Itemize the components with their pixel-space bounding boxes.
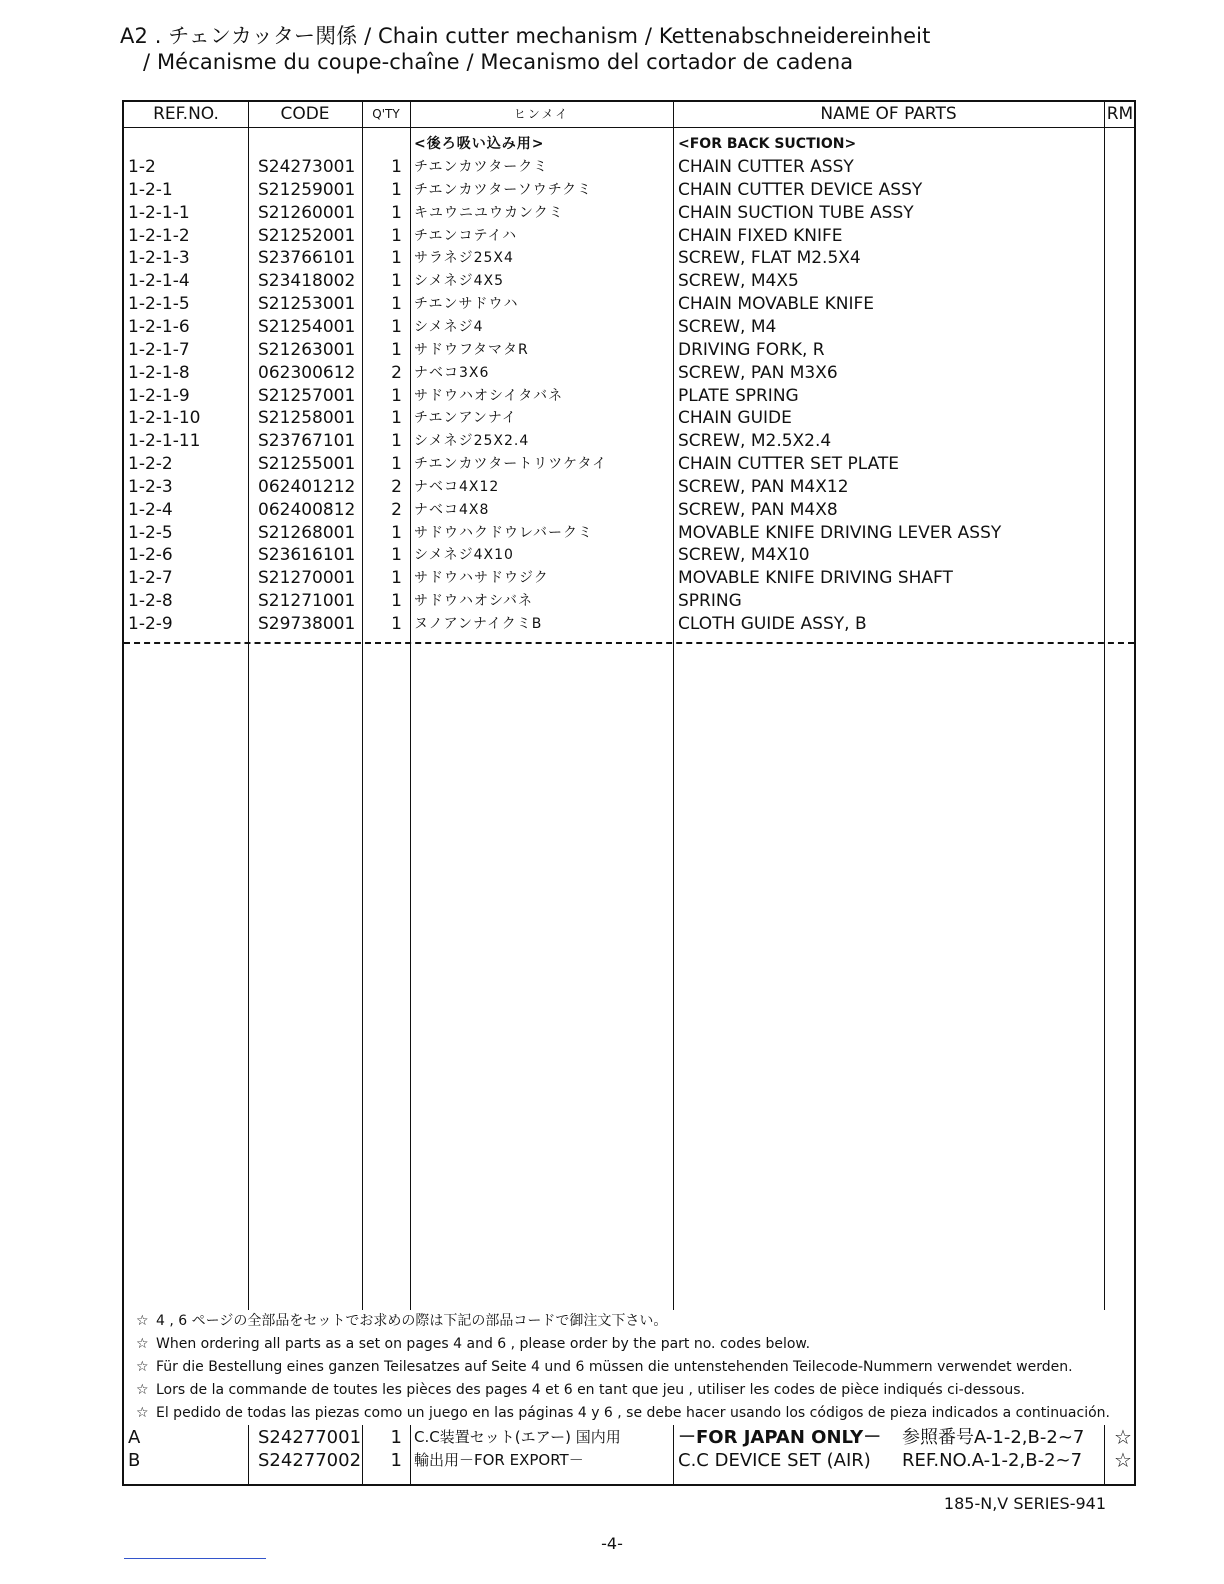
ref-no: 1-2-1-8 <box>128 362 190 383</box>
star-icon: ☆ <box>136 1313 149 1329</box>
part-name: SPRING <box>678 591 742 612</box>
quantity: 1 <box>391 431 402 452</box>
ref-no: 1-2-8 <box>128 591 173 612</box>
quantity: 1 <box>391 591 402 612</box>
ref-no: 1-2-1-1 <box>128 202 190 223</box>
table-row <box>124 202 1134 225</box>
set-reference: 参照番号A-1-2,B-2~7 <box>902 1427 1085 1448</box>
header-jp-name: ヒンメイ <box>513 107 570 121</box>
table-row <box>124 567 1134 590</box>
set-qty: 1 <box>390 1450 402 1471</box>
header-ref: REF.NO. <box>153 104 219 124</box>
part-name: SCREW, FLAT M2.5X4 <box>678 248 861 269</box>
part-name: SCREW, PAN M4X8 <box>678 499 838 520</box>
section-label-jp: <後ろ吸い込み用> <box>414 136 545 152</box>
part-name: MOVABLE KNIFE DRIVING SHAFT <box>678 568 953 589</box>
part-name: CHAIN MOVABLE KNIFE <box>678 294 875 315</box>
section-label-en: <FOR BACK SUCTION> <box>678 136 857 152</box>
quantity: 1 <box>391 454 402 475</box>
set-ref: B <box>128 1450 141 1471</box>
set-code: S24277002 <box>258 1450 362 1471</box>
part-name-jp: チエンサドウハ <box>414 296 519 313</box>
note-line <box>136 1333 1126 1356</box>
part-code: S29738001 <box>258 614 356 634</box>
table-row <box>124 522 1134 545</box>
section-row <box>124 133 1134 156</box>
part-code: S21252001 <box>258 225 356 246</box>
part-name-jp: キユウニユウカンクミ <box>414 204 564 221</box>
table-row <box>124 362 1134 385</box>
set-name-jp: C.C装置セット(エアー) 国内用 <box>414 1428 621 1446</box>
part-code: S21258001 <box>258 408 356 429</box>
table-row <box>124 453 1134 476</box>
set-reference: REF.NO.A-1-2,B-2~7 <box>902 1450 1083 1471</box>
part-code: S21253001 <box>258 294 356 315</box>
set-code: S24277001 <box>258 1427 362 1448</box>
note-line <box>136 1379 1126 1402</box>
quantity: 1 <box>391 614 402 634</box>
part-code: S21268001 <box>258 522 356 543</box>
quantity: 1 <box>391 522 402 543</box>
part-name: SCREW, M4X10 <box>678 545 810 566</box>
header-code: CODE <box>280 104 330 124</box>
part-name-jp: チエンカツターソウチクミ <box>414 181 593 198</box>
note-text: When ordering all parts as a set on pages 4 and 6 , please order by the part no. codes below. <box>156 1336 811 1352</box>
table-row <box>124 430 1134 453</box>
part-name-jp: サラネジ25X4 <box>414 250 514 267</box>
quantity: 2 <box>391 476 402 497</box>
part-name-jp: チエンカツタートリツケタイ <box>414 456 608 473</box>
part-name: SCREW, PAN M3X6 <box>678 362 838 383</box>
note-text: 4 , 6 ページの全部品をセットでお求めの際は下記の部品コードで御注文下さい。 <box>156 1313 668 1329</box>
quantity: 1 <box>391 316 402 337</box>
quantity: 1 <box>391 157 402 177</box>
note-text: El pedido de todas las piezas como un juego en las páginas 4 y 6 , se debe hacer usando los códigos de pieza indicados a continuación. <box>156 1405 1110 1421</box>
ref-no: 1-2-2 <box>128 454 173 475</box>
part-name: CLOTH GUIDE ASSY, B <box>678 614 867 634</box>
part-code: S21259001 <box>258 179 356 200</box>
header-qty: Q'TY <box>372 107 400 121</box>
part-name-jp: チエンカツタークミ <box>414 159 549 175</box>
part-name-jp: ナベコ4X12 <box>414 478 500 495</box>
part-code: S24273001 <box>258 157 356 177</box>
part-name-jp: サドウフタマタR <box>414 341 529 358</box>
set-name: －FOR JAPAN ONLY－ <box>678 1427 882 1448</box>
part-code: S21271001 <box>258 591 356 612</box>
table-row <box>124 247 1134 270</box>
page-title: A2 . チェンカッター関係 / Chain cutter mechanism / Kettenabschneidereinheit <box>120 24 931 48</box>
star-icon: ☆ <box>136 1336 149 1352</box>
part-name: CHAIN CUTTER ASSY <box>678 157 854 177</box>
star-icon: ☆ <box>136 1405 149 1421</box>
part-code: S23766101 <box>258 248 356 269</box>
part-name-jp: シメネジ4X10 <box>414 547 514 564</box>
table-row <box>124 339 1134 362</box>
part-name: PLATE SPRING <box>678 385 799 406</box>
part-name-jp: サドウハサドウジク <box>414 570 549 587</box>
note-line <box>136 1402 1126 1425</box>
part-name: SCREW, M2.5X2.4 <box>678 431 832 452</box>
quantity: 1 <box>391 568 402 589</box>
set-name-jp: 輸出用－FOR EXPORT－ <box>414 1451 584 1469</box>
part-name-jp: サドウハオシバネ <box>414 593 534 610</box>
part-code: 062400812 <box>258 499 356 520</box>
bottom-rule <box>124 1558 266 1559</box>
ref-no: 1-2-1-9 <box>128 385 190 406</box>
quantity: 1 <box>391 202 402 223</box>
part-name-jp: ヌノアンナイクミB <box>414 616 543 632</box>
note-line <box>136 1310 1126 1333</box>
header-name-of-parts: NAME OF PARTS <box>820 104 957 124</box>
quantity: 1 <box>391 248 402 269</box>
quantity: 1 <box>391 339 402 360</box>
part-code: S23418002 <box>258 271 356 292</box>
part-name: CHAIN GUIDE <box>678 408 792 429</box>
table-row <box>124 476 1134 499</box>
part-name-jp: チエンアンナイ <box>414 410 517 427</box>
part-code: S23616101 <box>258 545 356 566</box>
set-name: C.C DEVICE SET (AIR) <box>678 1450 871 1471</box>
table-row <box>124 385 1134 408</box>
series-label: 185-N,V SERIES-941 <box>943 1494 1106 1513</box>
part-name: SCREW, PAN M4X12 <box>678 476 849 497</box>
set-qty: 1 <box>390 1427 402 1448</box>
table-row <box>124 156 1134 179</box>
quantity: 1 <box>391 179 402 200</box>
page-subtitle: / Mécanisme du coupe-chaîne / Mecanismo del cortador de cadena <box>143 50 854 74</box>
ref-no: 1-2-1 <box>128 179 173 200</box>
ref-no: 1-2-9 <box>128 614 173 634</box>
star-icon: ☆ <box>136 1382 149 1398</box>
part-code: S21254001 <box>258 316 356 337</box>
page-number: -4- <box>601 1534 623 1553</box>
part-code: 062300612 <box>258 362 356 383</box>
note-text: Lors de la commande de toutes les pièces des pages 4 et 6 en tant que jeu , utiliser les codes de pièce indiqués ci-dessous. <box>156 1382 1025 1398</box>
part-code: S21263001 <box>258 339 356 360</box>
table-row <box>124 590 1134 613</box>
quantity: 1 <box>391 545 402 566</box>
part-code: S21257001 <box>258 385 356 406</box>
part-name: SCREW, M4 <box>678 316 777 337</box>
header-divider <box>124 127 1134 128</box>
quantity: 2 <box>391 362 402 383</box>
quantity: 1 <box>391 385 402 406</box>
ref-no: 1-2-1-3 <box>128 248 190 269</box>
set-row <box>124 1426 1134 1449</box>
ref-no: 1-2-5 <box>128 522 173 543</box>
set-ref: A <box>128 1427 141 1448</box>
header-rm: RM <box>1106 104 1134 124</box>
part-name: CHAIN CUTTER DEVICE ASSY <box>678 179 923 200</box>
table-row <box>124 225 1134 248</box>
table-row <box>124 316 1134 339</box>
part-name-jp: サドウハオシイタバネ <box>414 387 564 404</box>
set-row <box>124 1449 1134 1472</box>
part-name: CHAIN FIXED KNIFE <box>678 225 843 246</box>
part-name-jp: シメネジ4 <box>414 318 484 335</box>
table-row <box>124 544 1134 567</box>
ref-no: 1-2-6 <box>128 545 173 566</box>
part-name-jp: ナベコ3X6 <box>414 364 490 381</box>
ref-no: 1-2 <box>128 157 156 177</box>
part-name: MOVABLE KNIFE DRIVING LEVER ASSY <box>678 522 1002 543</box>
table-row <box>124 499 1134 522</box>
ref-no: 1-2-1-7 <box>128 339 190 360</box>
ordering-notes <box>136 1310 1126 1425</box>
ref-no: 1-2-1-11 <box>128 431 201 452</box>
part-code: S21255001 <box>258 454 356 475</box>
part-code: S21270001 <box>258 568 356 589</box>
ref-no: 1-2-1-2 <box>128 225 190 246</box>
note-line <box>136 1356 1126 1379</box>
table-row <box>124 407 1134 430</box>
part-code: 062401212 <box>258 476 356 497</box>
quantity: 1 <box>391 294 402 315</box>
dashed-divider <box>124 642 1134 644</box>
part-name: SCREW, M4X5 <box>678 271 799 292</box>
ref-no: 1-2-1-6 <box>128 316 190 337</box>
part-name: DRIVING FORK, R <box>678 339 825 360</box>
quantity: 2 <box>391 499 402 520</box>
part-name: CHAIN CUTTER SET PLATE <box>678 454 900 475</box>
part-code: S21260001 <box>258 202 356 223</box>
note-text: Für die Bestellung eines ganzen Teilesatzes auf Seite 4 und 6 müssen die untenstehenden Teilecode-Nummern verwendet werden. <box>156 1359 1073 1375</box>
star-icon: ☆ <box>1114 1425 1132 1449</box>
part-name-jp: ナベコ4X8 <box>414 501 490 518</box>
ref-no: 1-2-7 <box>128 568 173 589</box>
part-name: CHAIN SUCTION TUBE ASSY <box>678 202 914 223</box>
table-row <box>124 179 1134 202</box>
part-name-jp: チエンコテイハ <box>414 227 518 244</box>
star-icon: ☆ <box>136 1359 149 1375</box>
table-row <box>124 270 1134 293</box>
quantity: 1 <box>391 271 402 292</box>
ref-no: 1-2-3 <box>128 476 173 497</box>
ref-no: 1-2-1-4 <box>128 271 190 292</box>
ref-no: 1-2-1-10 <box>128 408 201 429</box>
table-row <box>124 293 1134 316</box>
part-code: S23767101 <box>258 431 356 452</box>
part-name-jp: シメネジ4X5 <box>414 273 504 290</box>
part-name-jp: シメネジ25X2.4 <box>414 433 530 450</box>
star-icon: ☆ <box>1114 1448 1132 1472</box>
table-row <box>124 613 1134 636</box>
quantity: 1 <box>391 225 402 246</box>
part-name-jp: サドウハクドウレバークミ <box>414 524 594 541</box>
ref-no: 1-2-1-5 <box>128 294 190 315</box>
ref-no: 1-2-4 <box>128 499 173 520</box>
quantity: 1 <box>391 408 402 429</box>
parts-table <box>122 100 1136 1486</box>
